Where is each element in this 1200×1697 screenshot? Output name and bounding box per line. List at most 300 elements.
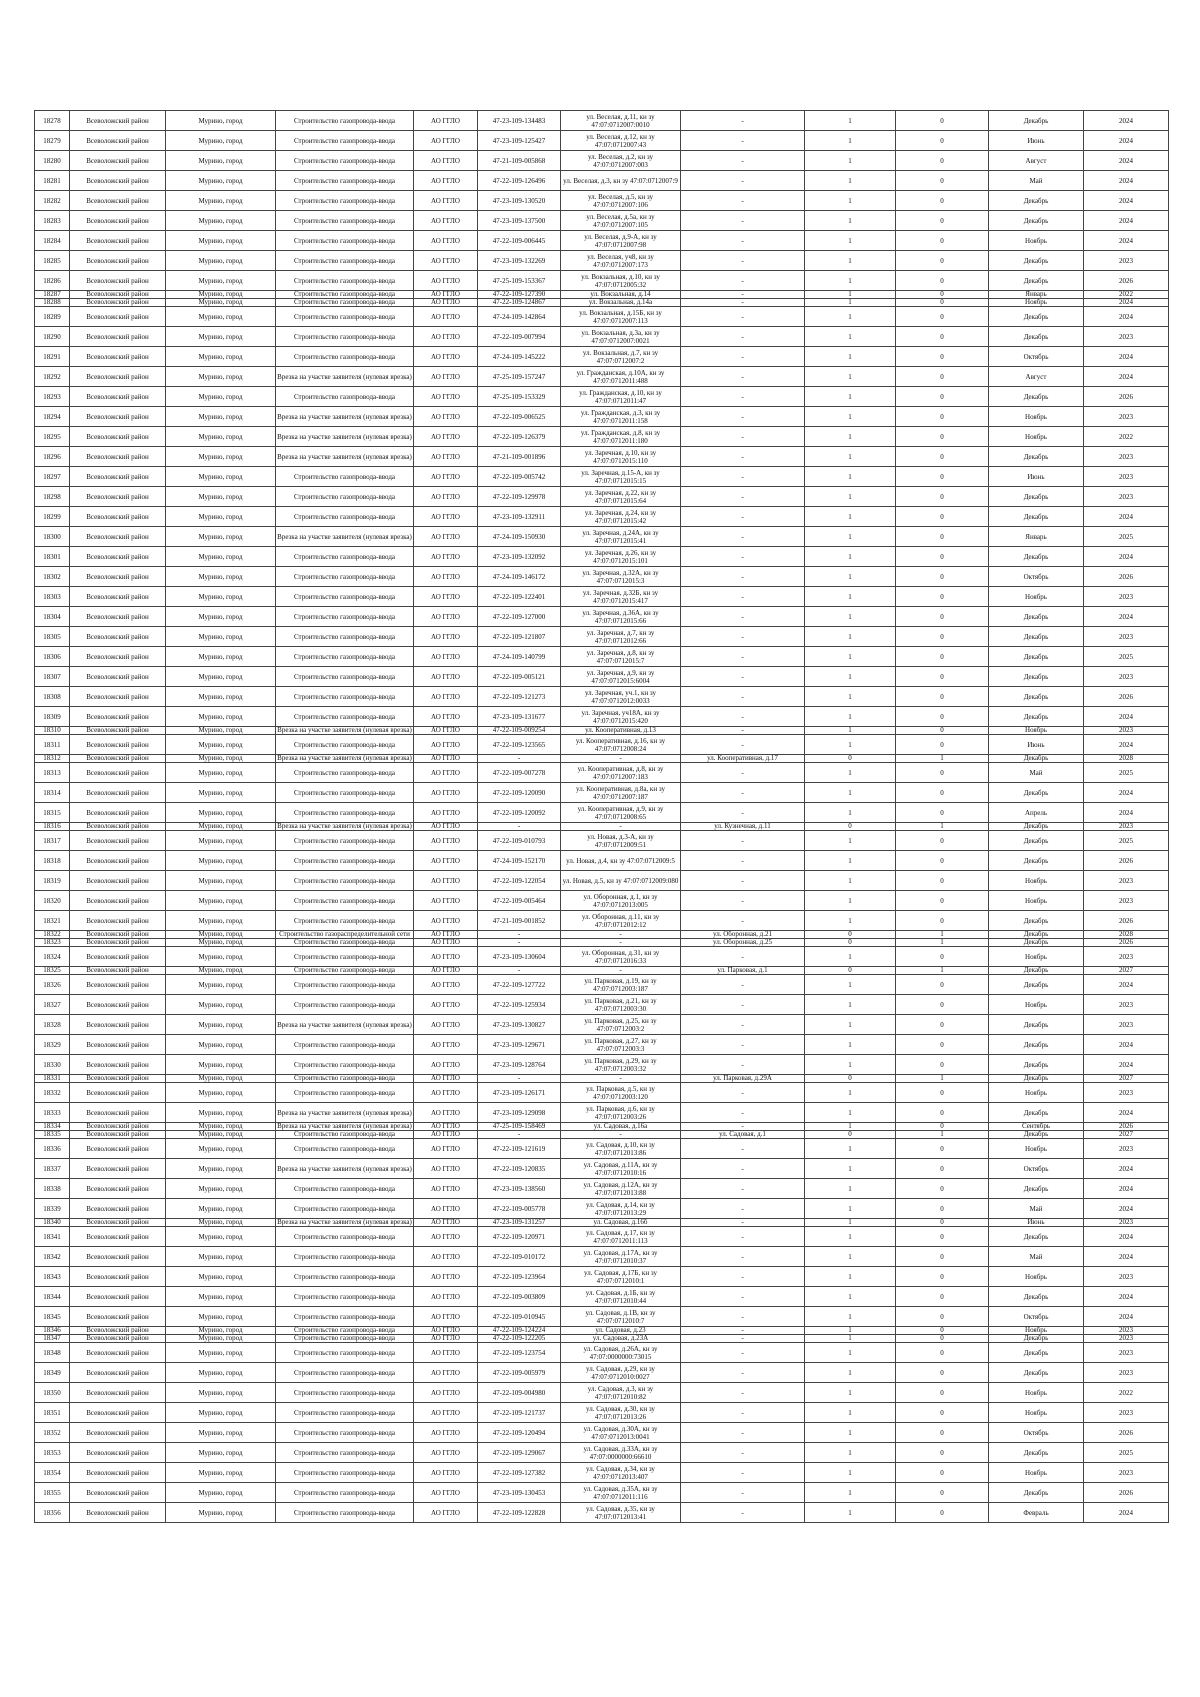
- locality-cell: Мурино, город: [166, 111, 276, 131]
- locality-cell: Мурино, город: [166, 1075, 276, 1083]
- application-number-cell: 47-22-109-126379: [478, 427, 561, 447]
- count-b-cell: 0: [896, 1267, 989, 1287]
- address-cell: ул. Веселая, д.11, кн зу 47:07:0712007:0010: [561, 111, 681, 131]
- locality-cell: Мурино, город: [166, 547, 276, 567]
- application-number-cell: 47-23-109-130520: [478, 191, 561, 211]
- address-cell: ул. Гражданская, д.8, кн зу 47:07:0712011:180: [561, 427, 681, 447]
- count-a-cell: 1: [805, 387, 896, 407]
- row-number-cell: 18292: [35, 367, 70, 387]
- year-cell: 2023: [1084, 327, 1169, 347]
- work-type-cell: Строительство газопровода-ввода: [276, 1503, 414, 1523]
- month-cell: Февраль: [989, 1503, 1084, 1523]
- count-a-cell: 1: [805, 607, 896, 627]
- work-type-cell: Строительство газопровода-ввода: [276, 547, 414, 567]
- count-b-cell: 1: [896, 939, 989, 947]
- district-cell: Всеволожский район: [70, 211, 166, 231]
- row-number-cell: 18281: [35, 171, 70, 191]
- locality-cell: Мурино, город: [166, 587, 276, 607]
- row-number-cell: 18312: [35, 755, 70, 763]
- district-cell: Всеволожский район: [70, 347, 166, 367]
- count-b-cell: 0: [896, 1247, 989, 1267]
- alt-address-cell: -: [681, 1463, 805, 1483]
- application-number-cell: 47-22-109-126496: [478, 171, 561, 191]
- organization-cell: АО ГГЛО: [414, 299, 478, 307]
- month-cell: Декабрь: [989, 831, 1084, 851]
- year-cell: 2024: [1084, 783, 1169, 803]
- count-a-cell: 1: [805, 1015, 896, 1035]
- alt-address-cell: -: [681, 1219, 805, 1227]
- application-number-cell: 47-22-109-129978: [478, 487, 561, 507]
- address-cell: ул. Кооперативная, д.8а, кн зу 47:07:0712007:187: [561, 783, 681, 803]
- organization-cell: АО ГГЛО: [414, 1123, 478, 1131]
- table-row: [35, 1075, 1169, 1083]
- work-type-cell: Врезка на участке заявителя (нулевая врезка): [276, 367, 414, 387]
- row-number-cell: 18317: [35, 831, 70, 851]
- locality-cell: Мурино, город: [166, 191, 276, 211]
- count-b-cell: 0: [896, 271, 989, 291]
- address-cell: ул. Садовая, д.35, кн зу 47:07:0712013:41: [561, 1503, 681, 1523]
- table-row: [35, 171, 1169, 191]
- month-cell: Декабрь: [989, 755, 1084, 763]
- row-number-cell: 18315: [35, 803, 70, 823]
- organization-cell: АО ГГЛО: [414, 931, 478, 939]
- alt-address-cell: -: [681, 871, 805, 891]
- work-type-cell: Строительство газопровода-ввода: [276, 1307, 414, 1327]
- month-cell: Декабрь: [989, 1075, 1084, 1083]
- count-b-cell: 0: [896, 1103, 989, 1123]
- count-a-cell: 1: [805, 687, 896, 707]
- alt-address-cell: -: [681, 1247, 805, 1267]
- year-cell: 2024: [1084, 707, 1169, 727]
- count-a-cell: 1: [805, 1227, 896, 1247]
- count-a-cell: 1: [805, 527, 896, 547]
- address-cell: ул. Садовая, д.11А, кн зу 47:07:0712010:16: [561, 1159, 681, 1179]
- work-type-cell: Строительство газопровода-ввода: [276, 967, 414, 975]
- organization-cell: АО ГГЛО: [414, 1343, 478, 1363]
- count-a-cell: 1: [805, 1083, 896, 1103]
- row-number-cell: 18306: [35, 647, 70, 667]
- year-cell: 2023: [1084, 467, 1169, 487]
- address-cell: ул. Кооперативная, д.16, кн зу 47:07:0712008:24: [561, 735, 681, 755]
- district-cell: Всеволожский район: [70, 1199, 166, 1219]
- organization-cell: АО ГГЛО: [414, 1247, 478, 1267]
- locality-cell: Мурино, город: [166, 1503, 276, 1523]
- district-cell: Всеволожский район: [70, 231, 166, 251]
- month-cell: Декабрь: [989, 627, 1084, 647]
- district-cell: Всеволожский район: [70, 567, 166, 587]
- year-cell: 2024: [1084, 1159, 1169, 1179]
- locality-cell: Мурино, город: [166, 1363, 276, 1383]
- district-cell: Всеволожский район: [70, 111, 166, 131]
- address-cell: -: [561, 1075, 681, 1083]
- district-cell: Всеволожский район: [70, 783, 166, 803]
- application-number-cell: 47-22-109-010793: [478, 831, 561, 851]
- alt-address-cell: -: [681, 387, 805, 407]
- table-row: [35, 427, 1169, 447]
- locality-cell: Мурино, город: [166, 931, 276, 939]
- table-row: [35, 1335, 1169, 1343]
- application-number-cell: 47-22-109-122054: [478, 871, 561, 891]
- count-a-cell: 1: [805, 231, 896, 251]
- gasification-table: [34, 110, 1169, 1523]
- work-type-cell: Строительство газопровода-ввода: [276, 1423, 414, 1443]
- work-type-cell: Строительство газопровода-ввода: [276, 1287, 414, 1307]
- count-b-cell: 0: [896, 1307, 989, 1327]
- count-a-cell: 1: [805, 567, 896, 587]
- address-cell: ул. Заречная, д.36А, кн зу 47:07:0712015:66: [561, 607, 681, 627]
- application-number-cell: 47-25-109-153367: [478, 271, 561, 291]
- address-cell: ул. Парковая, д.19, кн зу 47:07:0712003:187: [561, 975, 681, 995]
- organization-cell: АО ГГЛО: [414, 1055, 478, 1075]
- count-b-cell: 0: [896, 111, 989, 131]
- alt-address-cell: -: [681, 1403, 805, 1423]
- district-cell: Всеволожский район: [70, 1227, 166, 1247]
- locality-cell: Мурино, город: [166, 307, 276, 327]
- organization-cell: АО ГГЛО: [414, 1403, 478, 1423]
- month-cell: Ноябрь: [989, 1327, 1084, 1335]
- row-number-cell: 18327: [35, 995, 70, 1015]
- organization-cell: АО ГГЛО: [414, 1179, 478, 1199]
- application-number-cell: 47-24-109-142864: [478, 307, 561, 327]
- count-a-cell: 1: [805, 891, 896, 911]
- year-cell: 2023: [1084, 1343, 1169, 1363]
- count-b-cell: 0: [896, 1227, 989, 1247]
- address-cell: ул. Парковая, д.6, кн зу 47:07:0712003:26: [561, 1103, 681, 1123]
- row-number-cell: 18329: [35, 1035, 70, 1055]
- alt-address-cell: -: [681, 627, 805, 647]
- alt-address-cell: -: [681, 271, 805, 291]
- locality-cell: Мурино, город: [166, 367, 276, 387]
- table-row: [35, 251, 1169, 271]
- year-cell: 2026: [1084, 687, 1169, 707]
- count-b-cell: 0: [896, 487, 989, 507]
- work-type-cell: Врезка на участке заявителя (нулевая врезка): [277, 754, 412, 762]
- locality-cell: Мурино, город: [166, 783, 276, 803]
- application-number-cell: -: [478, 939, 561, 947]
- table-row: [35, 967, 1169, 975]
- work-type-cell: Строительство газопровода-ввода: [276, 307, 414, 327]
- alt-address-cell: -: [681, 171, 805, 191]
- organization-cell: АО ГГЛО: [414, 1267, 478, 1287]
- row-number-cell: 18313: [35, 763, 70, 783]
- work-type-cell: Строительство газопровода-ввода: [276, 871, 414, 891]
- year-cell: 2023: [1084, 1403, 1169, 1423]
- count-a-cell: 1: [805, 1383, 896, 1403]
- table-row: [35, 487, 1169, 507]
- organization-cell: АО ГГЛО: [414, 975, 478, 995]
- month-cell: Ноябрь: [989, 231, 1084, 251]
- year-cell: 2023: [1084, 947, 1169, 967]
- locality-cell: Мурино, город: [166, 131, 276, 151]
- work-type-cell: Строительство газопровода-ввода: [276, 1327, 414, 1335]
- organization-cell: АО ГГЛО: [414, 647, 478, 667]
- row-number-cell: 18288: [35, 299, 70, 307]
- row-number-cell: 18345: [35, 1307, 70, 1327]
- address-cell: ул. Садовая, д.35А, кн зу 47:07:0712011:116: [561, 1483, 681, 1503]
- application-number-cell: 47-24-109-152170: [478, 851, 561, 871]
- table-row: [35, 1403, 1169, 1423]
- locality-cell: Мурино, город: [166, 151, 276, 171]
- alt-address-cell: -: [681, 607, 805, 627]
- year-cell: 2024: [1084, 1199, 1169, 1219]
- application-number-cell: 47-21-109-001852: [478, 911, 561, 931]
- organization-cell: АО ГГЛО: [414, 487, 478, 507]
- locality-cell: Мурино, город: [166, 1483, 276, 1503]
- application-number-cell: 47-24-109-140799: [478, 647, 561, 667]
- organization-cell: АО ГГЛО: [414, 547, 478, 567]
- count-b-cell: 0: [896, 871, 989, 891]
- locality-cell: Мурино, город: [166, 763, 276, 783]
- work-type-cell: Строительство газопровода-ввода: [276, 1383, 414, 1403]
- locality-cell: Мурино, город: [166, 387, 276, 407]
- work-type-cell: Строительство газораспределительной сети: [276, 931, 414, 939]
- work-type-cell: Врезка на участке заявителя (нулевая врезка): [277, 726, 412, 734]
- locality-cell: Мурино, город: [166, 939, 276, 947]
- organization-cell: АО ГГЛО: [414, 1159, 478, 1179]
- work-type-cell: Врезка на участке заявителя (нулевая врезка): [276, 407, 414, 427]
- month-cell: Декабрь: [989, 667, 1084, 687]
- address-cell: ул. Садовая, д.23А: [561, 1335, 681, 1343]
- district-cell: Всеволожский район: [70, 1443, 166, 1463]
- work-type-cell: Врезка на участке заявителя (нулевая врезка): [276, 527, 414, 547]
- year-cell: 2024: [1084, 131, 1169, 151]
- locality-cell: Мурино, город: [166, 1131, 276, 1139]
- locality-cell: Мурино, город: [166, 487, 276, 507]
- row-number-cell: 18323: [35, 939, 70, 947]
- locality-cell: Мурино, город: [166, 1287, 276, 1307]
- year-cell: 2024: [1084, 191, 1169, 211]
- row-number-cell: 18337: [35, 1159, 70, 1179]
- row-number-cell: 18328: [35, 1015, 70, 1035]
- count-b-cell: 0: [896, 1139, 989, 1159]
- district-cell: Всеволожский район: [70, 939, 166, 947]
- district-cell: Всеволожский район: [70, 1035, 166, 1055]
- locality-cell: Мурино, город: [166, 271, 276, 291]
- table-row: [35, 1327, 1169, 1335]
- count-b-cell: 0: [896, 1443, 989, 1463]
- month-cell: Январь: [989, 291, 1084, 299]
- count-b-cell: 1: [896, 967, 989, 975]
- application-number-cell: 47-22-109-125934: [478, 995, 561, 1015]
- month-cell: Ноябрь: [989, 427, 1084, 447]
- work-type-cell: Строительство газопровода-ввода: [276, 231, 414, 251]
- application-number-cell: 47-23-109-129098: [478, 1103, 561, 1123]
- address-cell: ул. Садовая, д.1В, кн зу 47:07:0712010:7: [561, 1307, 681, 1327]
- application-number-cell: 47-22-109-124224: [478, 1327, 561, 1335]
- alt-address-cell: -: [681, 1179, 805, 1199]
- district-cell: Всеволожский район: [70, 387, 166, 407]
- month-cell: Ноябрь: [989, 727, 1084, 735]
- year-cell: 2024: [1084, 735, 1169, 755]
- locality-cell: Мурино, город: [166, 567, 276, 587]
- count-a-cell: 1: [805, 1103, 896, 1123]
- alt-address-cell: -: [681, 111, 805, 131]
- application-number-cell: 47-22-109-006525: [478, 407, 561, 427]
- table-row: [35, 707, 1169, 727]
- month-cell: Ноябрь: [989, 871, 1084, 891]
- count-a-cell: 1: [805, 1343, 896, 1363]
- month-cell: Декабрь: [989, 1055, 1084, 1075]
- month-cell: Декабрь: [989, 1131, 1084, 1139]
- count-a-cell: 1: [805, 587, 896, 607]
- count-b-cell: 0: [896, 1035, 989, 1055]
- address-cell: ул. Садовая, д.3, кн зу 47:07:0712010:82: [561, 1383, 681, 1403]
- count-b-cell: 0: [896, 1083, 989, 1103]
- row-number-cell: 18301: [35, 547, 70, 567]
- count-b-cell: 1: [896, 1131, 989, 1139]
- table-row: [35, 1287, 1169, 1307]
- address-cell: ул. Вокзальная, д.14а: [561, 299, 681, 307]
- organization-cell: АО ГГЛО: [414, 467, 478, 487]
- table-row: [35, 307, 1169, 327]
- work-type-cell: Строительство газопровода-ввода: [276, 627, 414, 647]
- organization-cell: АО ГГЛО: [414, 1199, 478, 1219]
- count-b-cell: 0: [896, 527, 989, 547]
- table-row: [35, 627, 1169, 647]
- district-cell: Всеволожский район: [70, 1307, 166, 1327]
- count-a-cell: 0: [805, 939, 896, 947]
- table-row: [35, 1159, 1169, 1179]
- year-cell: 2027: [1084, 1075, 1169, 1083]
- count-a-cell: 1: [805, 1219, 896, 1227]
- application-number-cell: 47-23-109-132092: [478, 547, 561, 567]
- count-b-cell: 0: [896, 803, 989, 823]
- organization-cell: АО ГГЛО: [414, 1383, 478, 1403]
- district-cell: Всеволожский район: [70, 191, 166, 211]
- count-b-cell: 0: [896, 1423, 989, 1443]
- address-cell: ул. Садовая, д.33А, кн зу 47:07:0000000:66610: [561, 1443, 681, 1463]
- organization-cell: АО ГГЛО: [414, 387, 478, 407]
- organization-cell: АО ГГЛО: [414, 527, 478, 547]
- row-number-cell: 18341: [35, 1227, 70, 1247]
- year-cell: 2024: [1084, 1035, 1169, 1055]
- application-number-cell: 47-23-109-132911: [478, 507, 561, 527]
- count-a-cell: 1: [805, 131, 896, 151]
- locality-cell: Мурино, город: [166, 1335, 276, 1343]
- table-row: [35, 271, 1169, 291]
- year-cell: 2024: [1084, 299, 1169, 307]
- address-cell: -: [561, 931, 681, 939]
- table-row: [35, 111, 1169, 131]
- month-cell: Декабрь: [989, 1343, 1084, 1363]
- work-type-cell: Врезка на участке заявителя (нулевая врезка): [276, 447, 414, 467]
- count-a-cell: 1: [805, 1035, 896, 1055]
- organization-cell: АО ГГЛО: [414, 231, 478, 251]
- month-cell: Июнь: [989, 467, 1084, 487]
- organization-cell: АО ГГЛО: [414, 567, 478, 587]
- row-number-cell: 18284: [35, 231, 70, 251]
- district-cell: Всеволожский район: [70, 707, 166, 727]
- table-row: [35, 891, 1169, 911]
- work-type-cell: Строительство газопровода-ввода: [276, 1131, 414, 1139]
- application-number-cell: 47-22-109-122401: [478, 587, 561, 607]
- year-cell: 2023: [1084, 1363, 1169, 1383]
- alt-address-cell: -: [681, 1139, 805, 1159]
- address-cell: ул. Заречная, д.26, кн зу 47:07:0712015:101: [561, 547, 681, 567]
- count-a-cell: 1: [805, 783, 896, 803]
- table-row: [35, 823, 1169, 831]
- application-number-cell: -: [478, 1075, 561, 1083]
- application-number-cell: 47-25-109-153329: [478, 387, 561, 407]
- work-type-cell: Строительство газопровода-ввода: [276, 151, 414, 171]
- year-cell: 2024: [1084, 111, 1169, 131]
- district-cell: Всеволожский район: [70, 271, 166, 291]
- count-b-cell: 0: [896, 1403, 989, 1423]
- month-cell: Декабрь: [989, 1035, 1084, 1055]
- locality-cell: Мурино, город: [166, 447, 276, 467]
- work-type-cell: Строительство газопровода-ввода: [276, 1055, 414, 1075]
- organization-cell: АО ГГЛО: [414, 111, 478, 131]
- work-type-cell: Строительство газопровода-ввода: [276, 607, 414, 627]
- table-row: [35, 387, 1169, 407]
- district-cell: Всеволожский район: [70, 891, 166, 911]
- application-number-cell: 47-23-109-129671: [478, 1035, 561, 1055]
- work-type-cell: Врезка на участке заявителя (нулевая врезка): [276, 1159, 414, 1179]
- address-cell: ул. Гражданская, д.10А, кн зу 47:07:0712011:488: [561, 367, 681, 387]
- organization-cell: АО ГГЛО: [414, 763, 478, 783]
- locality-cell: Мурино, город: [166, 1103, 276, 1123]
- locality-cell: Мурино, город: [166, 1199, 276, 1219]
- work-type-cell: Строительство газопровода-ввода: [276, 1199, 414, 1219]
- application-number-cell: 47-22-109-007278: [478, 763, 561, 783]
- count-b-cell: 0: [896, 607, 989, 627]
- district-cell: Всеволожский район: [70, 727, 166, 735]
- count-a-cell: 1: [805, 647, 896, 667]
- application-number-cell: 47-22-109-120971: [478, 1227, 561, 1247]
- organization-cell: АО ГГЛО: [414, 823, 478, 831]
- district-cell: Всеволожский район: [70, 947, 166, 967]
- table-row: [35, 291, 1169, 299]
- month-cell: Июнь: [989, 1219, 1084, 1227]
- organization-cell: АО ГГЛО: [414, 587, 478, 607]
- address-cell: -: [561, 1131, 681, 1139]
- count-b-cell: 0: [896, 975, 989, 995]
- row-number-cell: 18279: [35, 131, 70, 151]
- count-b-cell: 0: [896, 1159, 989, 1179]
- district-cell: Всеволожский район: [70, 1423, 166, 1443]
- alt-address-cell: -: [681, 1227, 805, 1247]
- organization-cell: АО ГГЛО: [414, 687, 478, 707]
- table-row: [35, 507, 1169, 527]
- address-cell: ул. Оборонная, д.11, кн зу 47:07:0712012:12: [561, 911, 681, 931]
- locality-cell: Мурино, город: [166, 231, 276, 251]
- application-number-cell: 47-22-109-127722: [478, 975, 561, 995]
- district-cell: Всеволожский район: [70, 647, 166, 667]
- alt-address-cell: -: [681, 427, 805, 447]
- alt-address-cell: -: [681, 1035, 805, 1055]
- locality-cell: Мурино, город: [166, 1307, 276, 1327]
- month-cell: Ноябрь: [989, 407, 1084, 427]
- application-number-cell: 47-23-109-128764: [478, 1055, 561, 1075]
- district-cell: Всеволожский район: [70, 1083, 166, 1103]
- address-cell: ул. Садовая, д.16б: [561, 1219, 681, 1227]
- alt-address-cell: ул. Кооперативная, д.17: [681, 755, 805, 763]
- month-cell: Декабрь: [989, 447, 1084, 467]
- locality-cell: Мурино, город: [166, 831, 276, 851]
- count-b-cell: 0: [896, 327, 989, 347]
- row-number-cell: 18316: [35, 823, 70, 831]
- organization-cell: АО ГГЛО: [414, 939, 478, 947]
- application-number-cell: 47-22-109-127390: [478, 291, 561, 299]
- address-cell: ул. Веселая, д.3, кн зу 47:07:0712007:9: [561, 171, 681, 191]
- alt-address-cell: -: [681, 831, 805, 851]
- table-row: [35, 911, 1169, 931]
- address-cell: ул. Парковая, д.25, кн зу 47:07:0712003:2: [561, 1015, 681, 1035]
- organization-cell: АО ГГЛО: [414, 911, 478, 931]
- count-b-cell: 0: [896, 447, 989, 467]
- work-type-cell: Строительство газопровода-ввода: [276, 1179, 414, 1199]
- year-cell: 2026: [1084, 851, 1169, 871]
